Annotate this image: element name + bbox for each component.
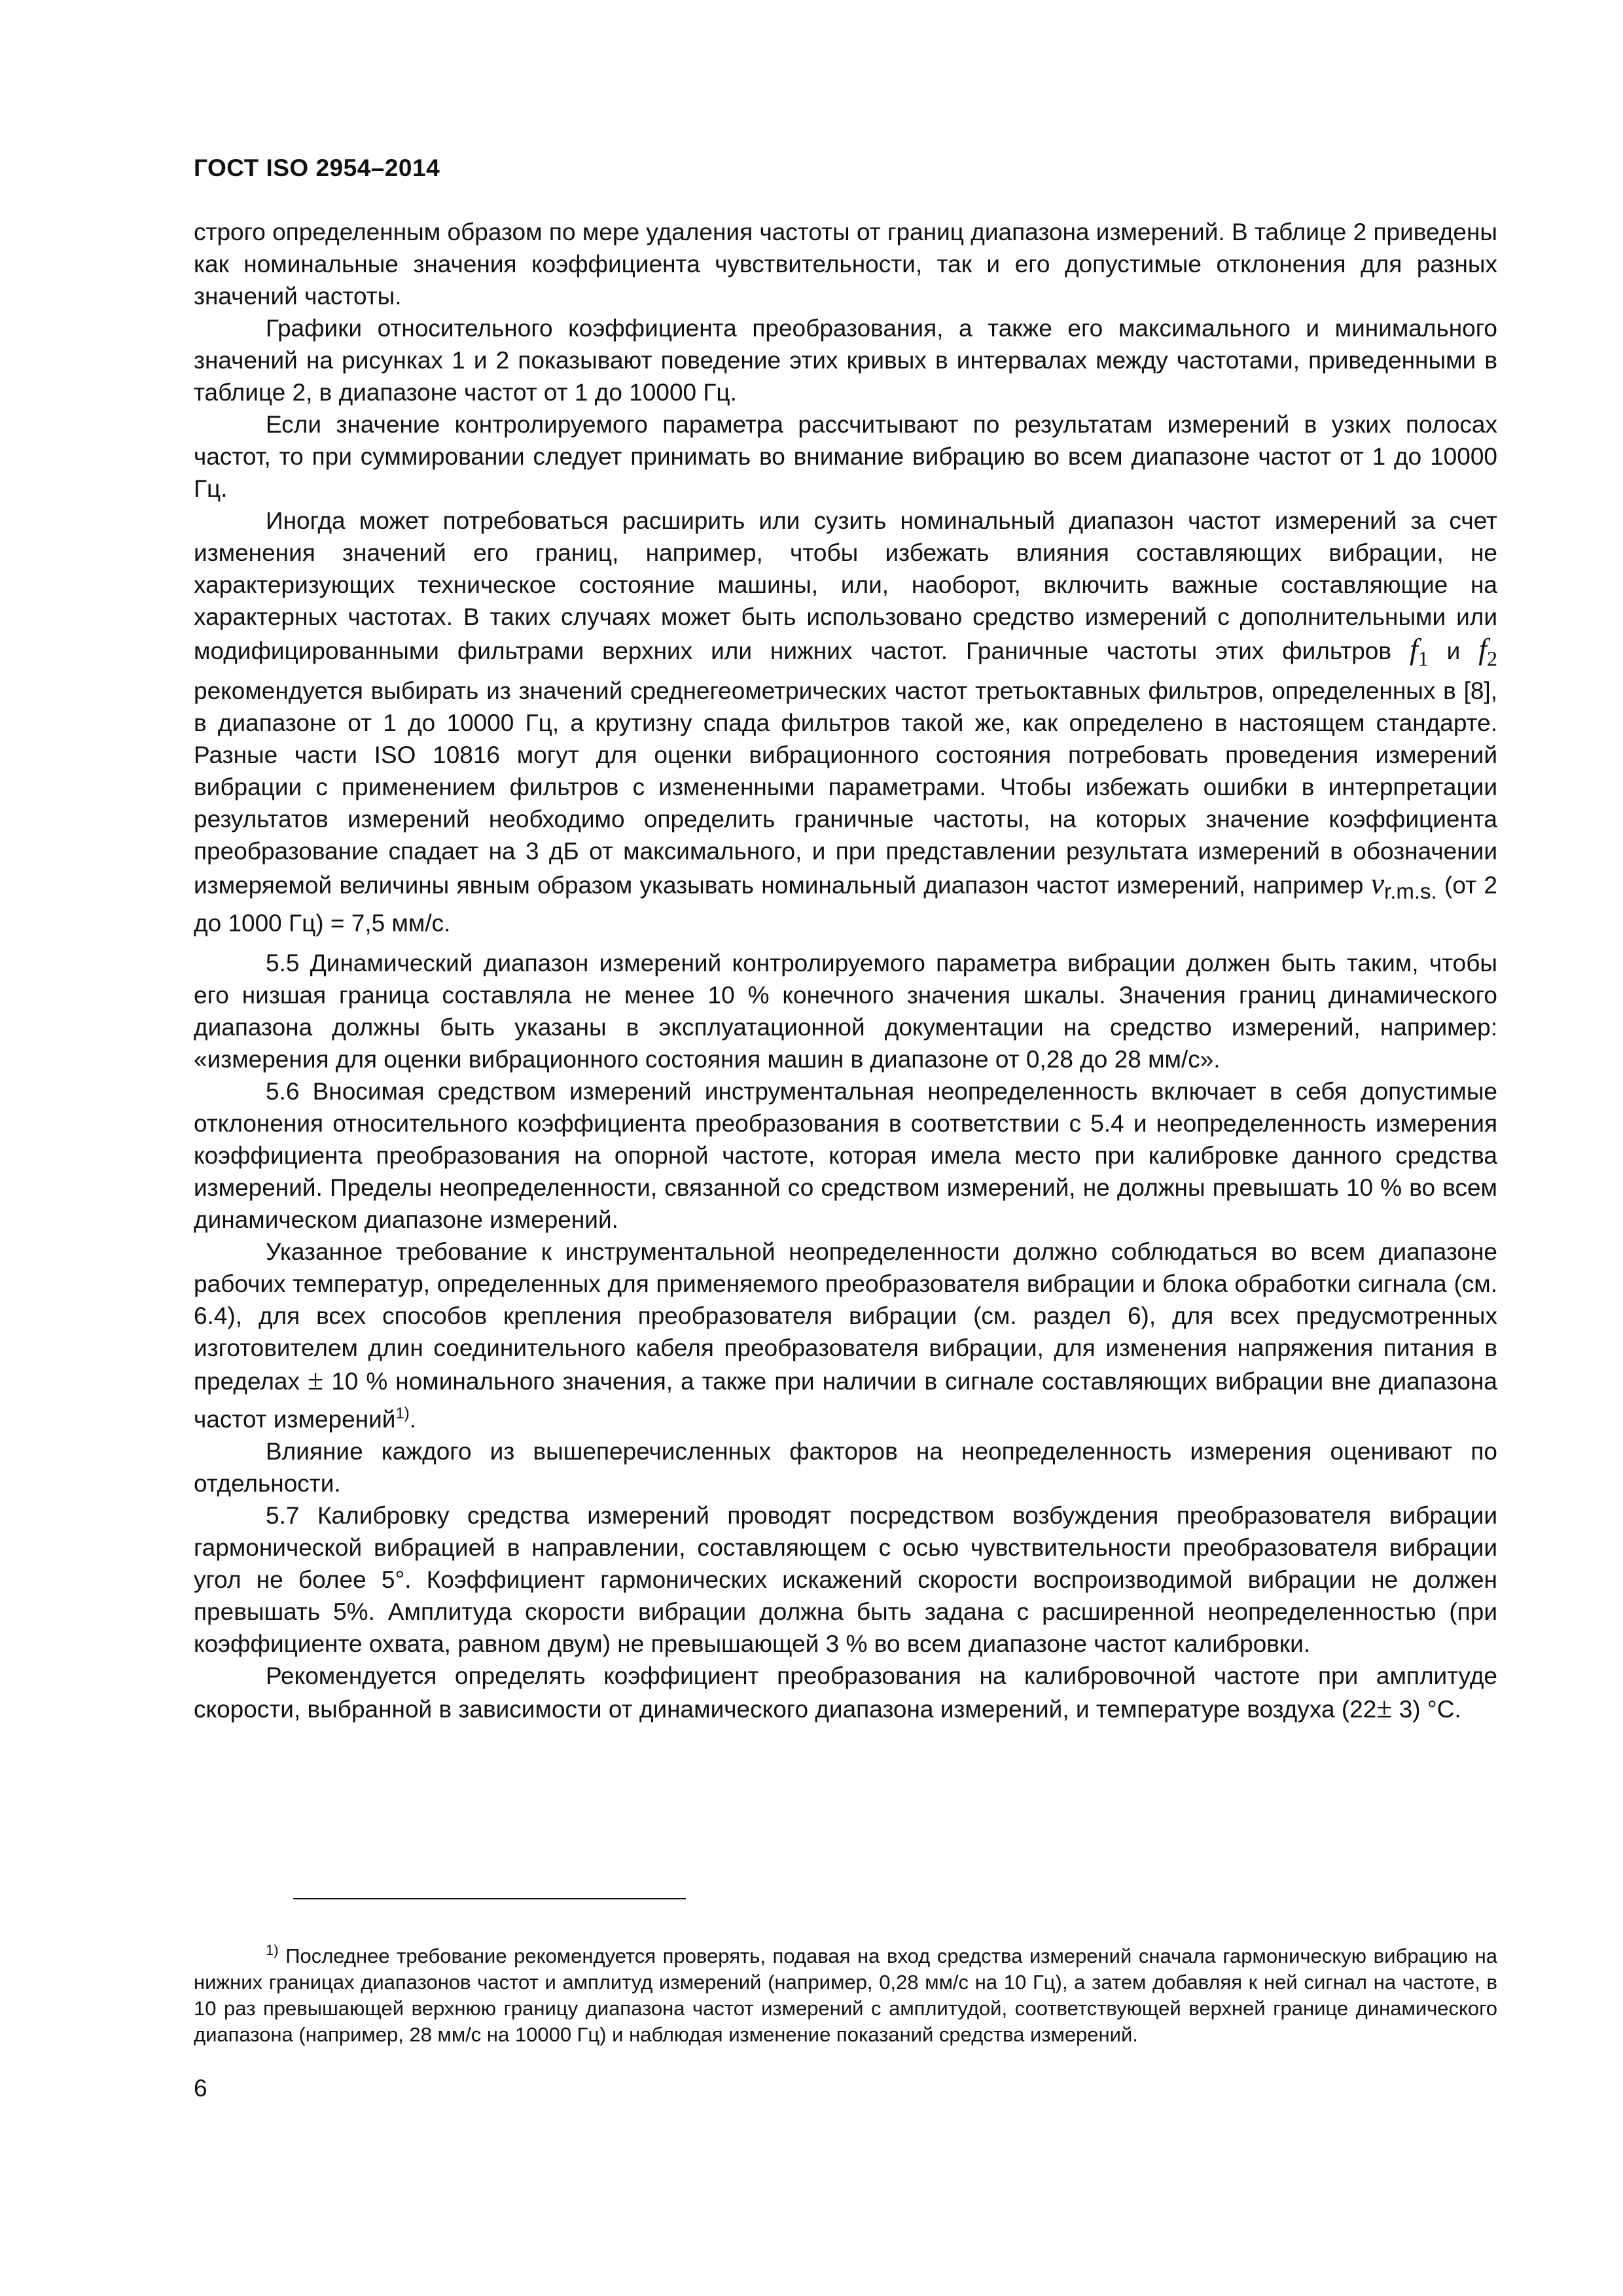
paragraph-5-6: 5.6 Вносимая средством измерений инструментальная неопределенность включает в себя допустимые отклонения относительного коэффициента преобразования в соответствии с 5.4 и неопределенность измерения коэффициента преобразования на опорной частоте, которая имела место при калибровке данного средства измерений. Пределы неопределенности, связанной со средством измерений, не должны превышать 10 % во всем динамическом диапазоне измерений.	[194, 1078, 1497, 1234]
v-rms-symbol: vr.m.s.	[1370, 867, 1437, 904]
filters-text-c: (от 2 до 1000 Гц) = 7,5 мм/с.	[194, 872, 1498, 937]
document-header: ГОСТ ISO 2954–2014	[194, 154, 440, 181]
paragraph-influence: Влияние каждого из вышеперечисленных факторов на неопределенность измерения оценивают по отдельности.	[194, 1438, 1497, 1498]
paragraph-requirement: Указанное требование к инструментальной неопределенности должно соблюдаться во всем диапазоне рабочих температур, определенных для применяемого преобразователя вибрации и блока обработки сигнала (см. 6.4), для всех способов крепления преобразователя вибрации (см. раздел 6), для всех предусмотренных изготовителем длин соединительного кабеля преобразователя вибрации, для изменения напряжения питания в пределах ± 10 % номинального значения, а также при наличии в сигнале составляющих вибрации вне диапазона частот измерений$^{1)}$.	[194, 1238, 1498, 1433]
footnote	[194, 1937, 1497, 2048]
paragraph-recommendation: Рекомендуется определять коэффициент преобразования на калибровочной частоте при амплитуде скорости, выбранной в зависимости от динамического диапазона измерений, и температуре воздуха (22± 3) °С.	[194, 1662, 1497, 1725]
paragraph-graphs: Графики относительного коэффициента преобразования, а также его максимального и минимального значений на рисунках 1 и 2 показывают поведение этих кривых в интервалах между частотами, приведенными в таблице 2, в диапазоне частот от 1 до 10000 Гц.	[194, 315, 1497, 406]
paragraph-filters	[194, 505, 1497, 939]
paragraph-narrow-bands: Если значение контролируемого параметра рассчитывают по результатам измерений в узких полосах частот, то при суммировании следует принимать во внимание вибрацию во всем диапазоне частот от 1 до 10000 Гц.	[194, 411, 1497, 502]
paragraph-5-5: 5.5 Динамический диапазон измерений контролируемого параметра вибрации должен быть таким, чтобы его низшая граница составляла не менее 10 % конечного значения шкалы. Значения границ динамического диапазона должны быть указаны в эксплуатационной документации на средство измерений, например: «измерения для оценки вибрационного состояния машин в диапазоне от 0,28 до 28 мм/с».	[194, 950, 1497, 1073]
paragraph-5-7: 5.7 Калибровку средства измерений проводят посредством возбуждения преобразователя вибрации гармонической вибрацией в направлении, составляющем с осью чувствительности преобразователя вибрации угол не более 5°. Коэффициент гармонических искажений скорости воспроизводимой вибрации не должен превышать 5%. Амплитуда скорости вибрации должна быть задана с расширенной неопределенностью (при коэффициенте охвата, равном двум) не превышающей 3 % во всем диапазоне частот калибровки.	[194, 1502, 1497, 1658]
f2-symbol: $f_2$	[1478, 632, 1497, 671]
paragraph-continuation: строго определенным образом по мере удаления частоты от границ диапазона измерений. В таблице 2 приведены как номинальные значения коэффициента чувствительности, так и его допустимые отклонения для разных значений частоты.	[194, 219, 1497, 310]
filters-text-b: рекомендуется выбирать из значений среднегеометрических частот третьоктавных фильтров, определенных в [8], в диапазоне от 1 до 10000 Гц, а крутизну спада фильтров такой же, как определено в настоящем стандарте. Разные части ISO 10816 могут для оценки вибрационного состояния потребовать проведения измерений вибрации с применением фильтров с измененными параметрами. Чтобы избежать ошибки в интерпретации результатов измерений необходимо определить граничные частоты, на которых значение коэффициента преобразование спадает на 3 дБ от максимального, и при представлении результата измерений в обозначении измеряемой величины явным образом указывать номинальный диапазон частот измерений, например	[194, 677, 1497, 899]
footnote-separator	[293, 1898, 686, 1899]
and-text: и	[1428, 637, 1479, 664]
plus-minus-symbol: ±	[1376, 1692, 1393, 1725]
footnote-mark: 1)	[266, 1942, 279, 1958]
f1-symbol: $f_1$	[1409, 632, 1429, 671]
footnote-text: Последнее требование рекомендуется проверять, подавая на вход средства измерений сначала гармоническую вибрацию на нижних границах диапазонов частот и амплитуд измерений (например, 0,28 мм/с на 10 Гц), а затем добавляя к ней сигнал на частоте, в 10 раз превышающей верхнюю границу диапазона частот измерений с амплитудой, соответствующей верхней границе динамического диапазона (например, 28 мм/с на 10000 Гц) и наблюдая изменение показаний средства измерений.	[194, 1945, 1497, 2046]
page-number: 6	[194, 2075, 207, 2102]
plus-minus-symbol: ±	[308, 1364, 324, 1397]
footnote-ref[interactable]: 1)	[395, 1405, 410, 1423]
filters-text-a: Иногда может потребоваться расширить или сузить номинальный диапазон частот измерений за счет изменения значений его границ, например, чтобы избежать влияния составляющих вибрации, не характеризующих техническое состояние машины, или, наоборот, включить важные составляющие на характерных частотах. В таких случаях может быть использовано средство измерений с дополнительными или модифицированными фильтрами верхних или нижних частот. Граничные частоты этих фильтров	[194, 507, 1497, 664]
document-body	[194, 216, 1497, 1725]
